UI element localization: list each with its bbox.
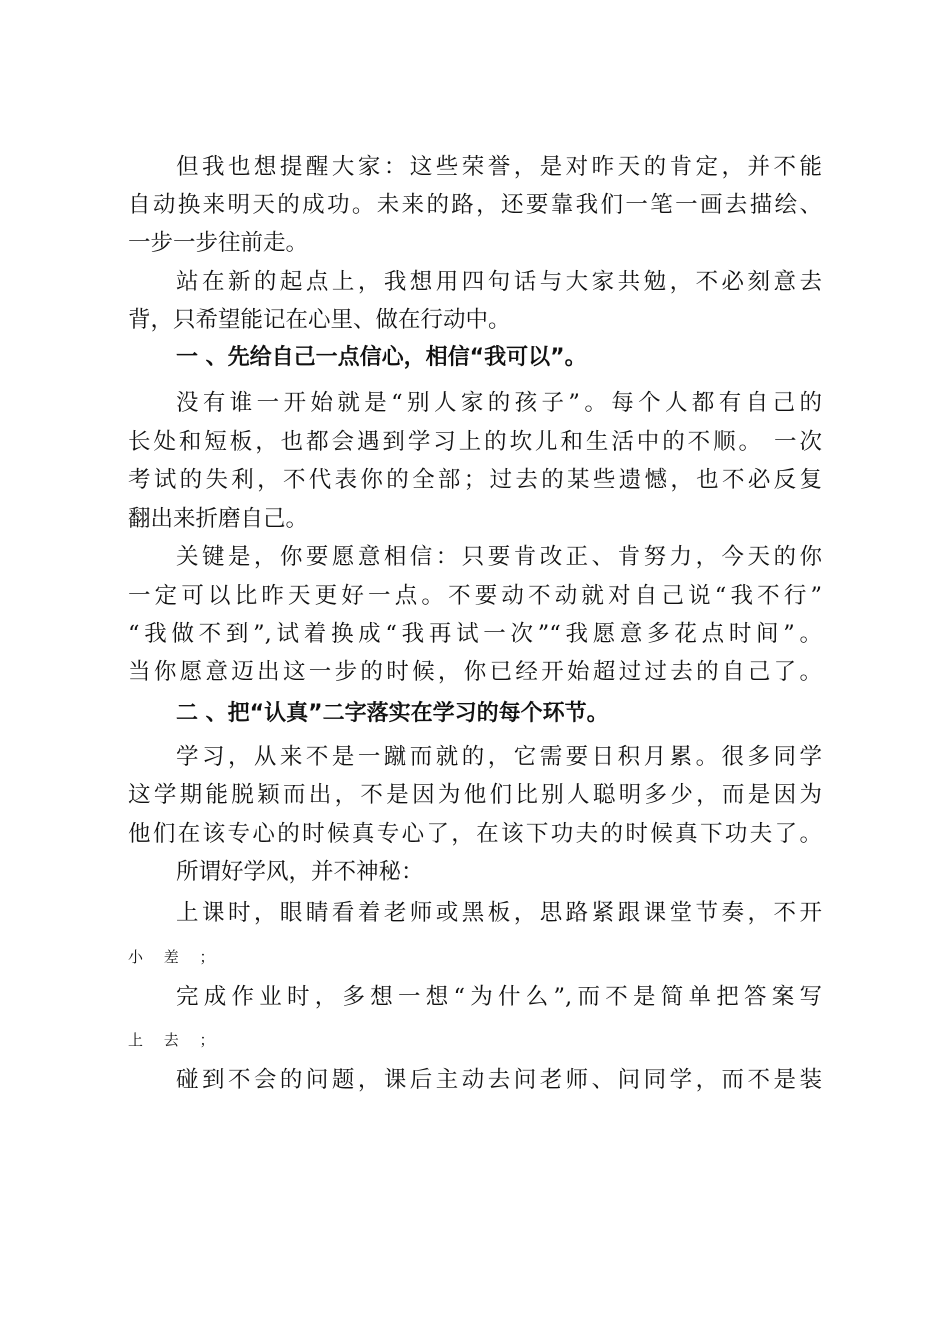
paragraph-line: 碰到不会的问题，课后主动去问老师、问同学，而不是装 [176,1067,822,1093]
paragraph-line: 关键是，你要愿意相信：只要肯改正、肯努力，今天的你 [176,544,822,570]
paragraph-line: 当你愿意迈出这一步的时候，你已经开始超过过去的自己了。 [128,659,822,685]
paragraph-line: 上课时，眼睛看着老师或黑板，思路紧跟课堂节奏，不开 [176,900,822,926]
paragraph-line: 考试的失利，不代表你的全部；过去的某些遗憾，也不必反复 [128,467,822,493]
paragraph-line: 完成作业时，多想一想“为什么”,而不是简单把答案写 [176,984,822,1010]
paragraph-line: 站在新的起点上，我想用四句话与大家共勉，不必刻意去 [176,269,822,295]
paragraph-line: “我做不到”,试着换成“我再试一次”“我愿意多花点时间”。 [128,621,822,647]
paragraph-line: 但我也想提醒大家：这些荣誉，是对昨天的肯定，并不能 [176,154,822,180]
paragraph-line: 自动换来明天的成功。未来的路，还要靠我们一笔一画去描绘、 [128,192,822,218]
paragraph-line: 一步一步往前走。 [128,230,309,256]
paragraph-line: 学习，从来不是一蹴而就的，它需要日积月累。很多同学 [176,744,822,770]
paragraph-line: 上 去 ； [128,1031,223,1049]
paragraph-line: 所谓好学风，并不神秘： [176,859,424,885]
paragraph-line: 一定可以比昨天更好一点。不要动不动就对自己说“我不行” [128,583,822,609]
section-heading-1: 一 、先给自己一点信心，相信“我可以”。 [176,345,587,370]
paragraph-line: 翻出来折磨自己。 [128,506,309,532]
paragraph-line: 长处和短板，也都会遇到学习上的坎儿和生活中的不顺。 一次 [128,429,822,455]
paragraph-line: 背，只希望能记在心里、做在行动中。 [128,307,511,333]
paragraph-line: 没有谁一开始就是“别人家的孩子”。每个人都有自己的 [176,390,822,416]
section-heading-2: 二 、把“认真”二字落实在学习的每个环节。 [176,701,609,726]
paragraph-line: 小 差 ； [128,948,223,966]
paragraph-line: 他们在该专心的时候真专心了，在该下功夫的时候真下功夫了。 [128,821,822,847]
paragraph-line: 这学期能脱颖而出，不是因为他们比别人聪明多少，而是因为 [128,782,822,808]
